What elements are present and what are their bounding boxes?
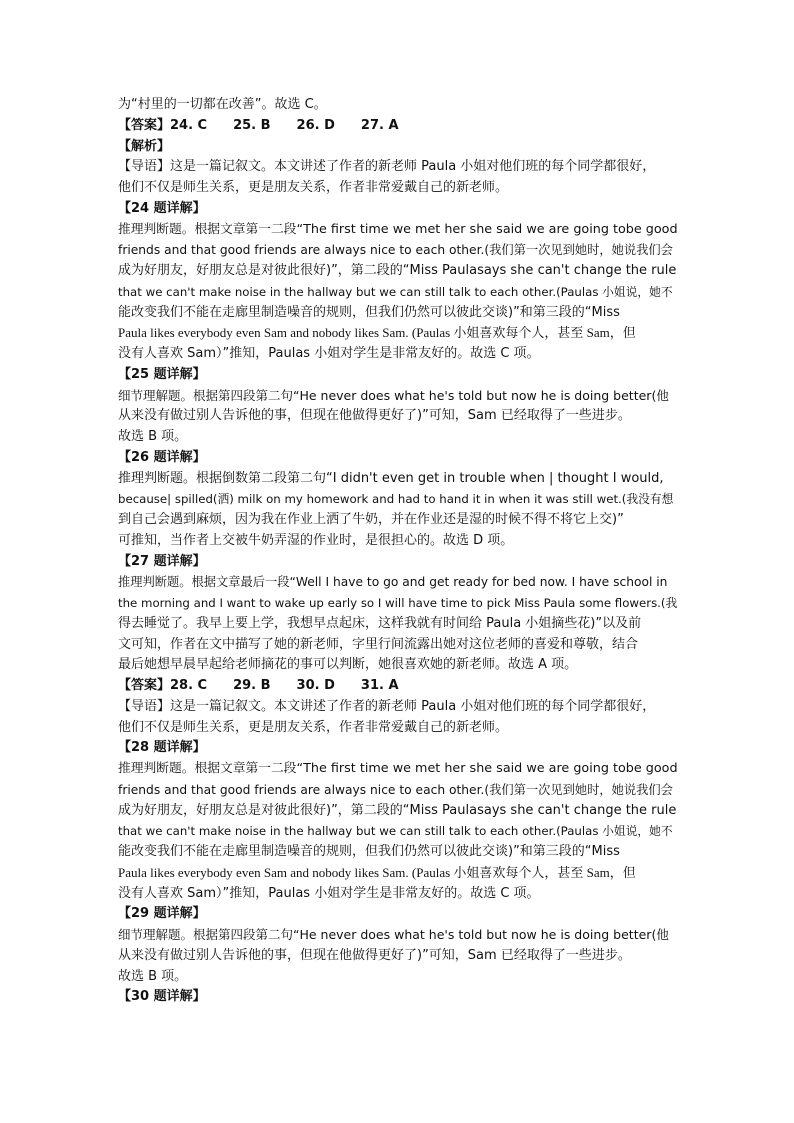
section-heading-line: 【25 题详解】	[118, 366, 206, 382]
text-line: 从来没有做过别人告诉他的事，但现在他做得更好了)”可知，Sam 已经取得了一些进步。	[118, 408, 631, 424]
text-line: 故选 B 项。	[118, 968, 188, 984]
text-line: 得去睡觉了。我早上要上学，我想早点起床，这样我就有时间给 Paula 小姐摘些花)”以及前	[118, 615, 642, 631]
text-line: 成为好朋友，好朋友总是对彼此很好)”，第二段的“Miss Paulasays she can't change the rule	[118, 263, 677, 278]
text-line: 文可知，作者在文中描写了她的新老师，字里行间流露出她对这位老师的喜爱和尊敬，结合	[118, 636, 639, 652]
text-line: 到自己会遇到麻烦，因为我在作业上洒了牛奶，并在作业还是湿的时候不得不将它上交)”	[118, 512, 624, 527]
text-line: 为“村里的一切都在改善”。故选 C。	[118, 97, 327, 112]
document-page	[118, 95, 678, 1008]
section-heading-line: 【答案】24. C 25. B 26. D 27. A	[118, 117, 399, 133]
text-line: 推理判断题。根据文章最后一段“Well I have to go and get ready for bed now. I have school in	[118, 575, 668, 590]
text-line: 他们不仅是师生关系，更是朋友关系，作者非常爱戴自己的新老师。	[118, 180, 509, 195]
section-heading-line: 【26 题详解】	[118, 449, 206, 465]
text-line: because| spilled(洒) milk on my homework and had to hand it in when it was still wet.(我没有想	[118, 492, 674, 507]
text-line: 推理判断题。根据倒数第二段第二句“I didn't even get in trouble when | thought I would,	[118, 470, 664, 486]
section-heading-line: 【24 题详解】	[118, 200, 206, 216]
text-line: friends and that good friends are always nice to each other.(我们第一次见到她时，她说我们会	[118, 782, 673, 797]
text-line: the morning and I want to wake up early so I will have time to pick Miss Paula some flowers.(我	[118, 596, 678, 610]
text-line: 推理判断题。根据文章第一二段“The first time we met her she said we are going tobe good	[118, 221, 678, 237]
section-heading-line: 【28 题详解】	[118, 740, 206, 756]
text-line: 细节理解题。根据第四段第二句“He never does what he's told but now he is doing better(他	[118, 387, 669, 403]
text-line: 【导语】这是一篇记叙文。本文讲述了作者的新老师 Paula 小姐对他们班的每个同学都很好，	[118, 159, 656, 175]
text-line: 他们不仅是师生关系，更是朋友关系，作者非常爱戴自己的新老师。	[118, 719, 509, 735]
section-heading-line: 【29 题详解】	[118, 906, 206, 922]
text-line: 可推知，当作者上交被牛奶弄湿的作业时，是很担心的。故选 D 项。	[118, 532, 514, 548]
text-line: 最后她想早晨早起给老师摘花的事可以判断，她很喜欢她的新老师。故选 A 项。	[118, 657, 578, 673]
text-line: 能改变我们不能在走廊里制造噪音的规则，但我们仍然可以彼此交谈)”和第三段的“Miss	[118, 304, 620, 320]
section-heading-line: 【答案】28. C 29. B 30. D 31. A	[118, 678, 399, 693]
text-line: 【导语】这是一篇记叙文。本文讲述了作者的新老师 Paula 小姐对他们班的每个同学都很好，	[118, 698, 656, 714]
text-line: 没有人喜欢 Sam）”推知，Paulas 小姐对学生是非常友好的。故选 C 项。	[118, 346, 540, 361]
text-line: 故选 B 项。	[118, 429, 188, 444]
text-line: 没有人喜欢 Sam）”推知，Paulas 小姐对学生是非常友好的。故选 C 项。	[118, 885, 540, 901]
text-line: 能改变我们不能在走廊里制造噪音的规则，但我们仍然可以彼此交谈)”和第三段的“Miss	[118, 844, 620, 859]
section-heading-line: 【30 题详解】	[118, 989, 206, 1005]
text-line: friends and that good friends are always nice to each other.(我们第一次见到她时，她说我们会	[118, 243, 673, 258]
text-line: that we can't make noise in the hallway but we can still talk to each other.(Paulas 小姐说，她不	[118, 824, 673, 839]
text-line: that we can't make noise in the hallway but we can still talk to each other.(Paulas 小姐说，她不	[118, 284, 673, 299]
text-line: Paula likes everybody even Sam and nobody likes Sam. (Paulas 小姐喜欢每个人，甚至 Sam，但	[118, 325, 636, 341]
section-heading-line: 【27 题详解】	[118, 553, 206, 569]
text-line: 推理判断题。根据文章第一二段“The first time we met her she said we are going tobe good	[118, 761, 678, 776]
text-line: 细节理解题。根据第四段第二句“He never does what he's told but now he is doing better(他	[118, 927, 669, 942]
text-line: 成为好朋友，好朋友总是对彼此很好)”，第二段的“Miss Paulasays she can't change the rule	[118, 802, 677, 818]
text-line: Paula likes everybody even Sam and nobody likes Sam. (Paulas 小姐喜欢每个人，甚至 Sam，但	[118, 864, 636, 880]
text-line: 从来没有做过别人告诉他的事，但现在他做得更好了)”可知，Sam 已经取得了一些进步。	[118, 947, 631, 963]
section-heading-line: 【解析】	[118, 138, 171, 154]
